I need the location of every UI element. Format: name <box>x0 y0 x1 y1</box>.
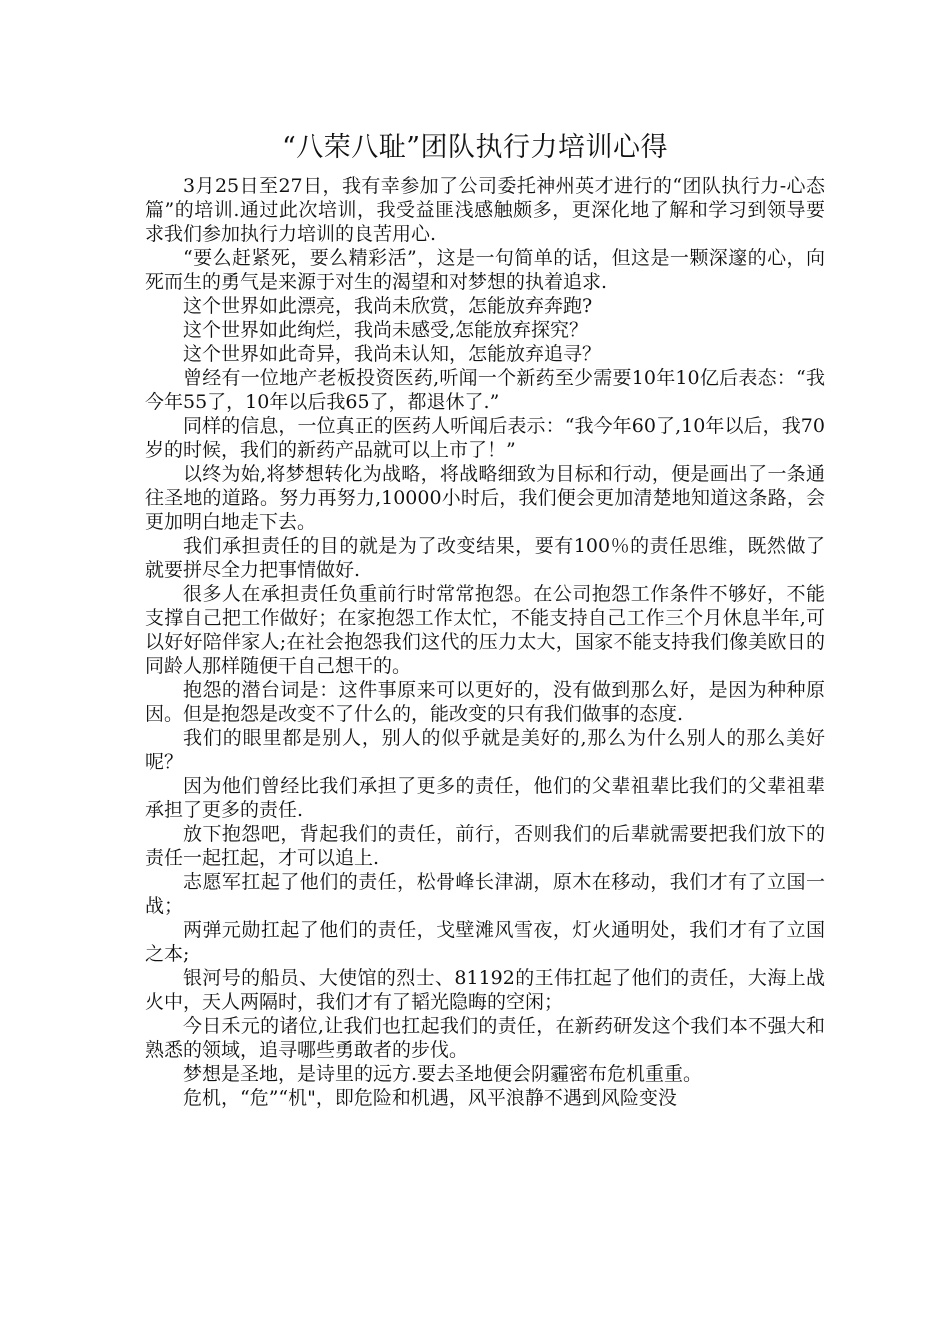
paragraph: 同样的信息，一位真正的医药人听闻后表示：“我今年60了,10年以后，我70岁的时候，我们的新药产品就可以上市了！” <box>145 415 825 461</box>
paragraph: 以终为始,将梦想转化为战略，将战略细致为目标和行动，便是画出了一条通往圣地的道路。努力再努力,10000小时后，我们便会更加清楚地知道这条路，会更加明白地走下去。 <box>145 463 825 533</box>
paragraph: 我们的眼里都是别人，别人的似乎就是美好的,那么为什么别人的那么美好呢？ <box>145 727 825 773</box>
paragraph: 放下抱怨吧，背起我们的责任，前行，否则我们的后辈就需要把我们放下的责任一起扛起，才可以追上. <box>145 823 825 869</box>
paragraph: 因为他们曾经比我们承担了更多的责任，他们的父辈祖辈比我们的父辈祖辈承担了更多的责任. <box>145 775 825 821</box>
paragraph: 梦想是圣地，是诗里的远方.要去圣地便会阴霾密布危机重重。 <box>183 1063 703 1085</box>
paragraph: 今日禾元的诸位,让我们也扛起我们的责任，在新药研发这个我们本不强大和熟悉的领域，追寻哪些勇敢者的步伐。 <box>145 1015 825 1061</box>
paragraph: 3月25日至27日，我有幸参加了公司委托神州英才进行的“团队执行力-心态篇”的培训.通过此次培训，我受益匪浅感触颇多，更深化地了解和学习到领导要求我们参加执行力培训的良苦用心. <box>145 175 825 245</box>
paragraph: 曾经有一位地产老板投资医药,听闻一个新药至少需要10年10亿后表态：“我今年55了，10年以后我65了，都退休了.” <box>145 367 825 413</box>
paragraph: “要么赶紧死，要么精彩活”，这是一句简单的话，但这是一颗深邃的心，向死而生的勇气是来源于对生的渴望和对梦想的执着追求. <box>145 247 825 293</box>
paragraph: 抱怨的潜台词是：这件事原来可以更好的，没有做到那么好，是因为种种原因。但是抱怨是改变不了什么的，能改变的只有我们做事的态度. <box>145 679 825 725</box>
document-body <box>145 174 825 1110</box>
paragraph: 这个世界如此绚烂，我尚未感受,怎能放弃探究？ <box>183 319 589 341</box>
paragraph: 这个世界如此漂亮，我尚未欣赏，怎能放弃奔跑? <box>183 295 593 317</box>
paragraph: 志愿军扛起了他们的责任，松骨峰长津湖，原木在移动，我们才有了立国一战； <box>145 871 825 917</box>
paragraph: 危机，“危”“机"，即危险和机遇，风平浪静不遇到风险变没 <box>183 1087 677 1109</box>
paragraph: 两弹元勋扛起了他们的责任，戈壁滩风雪夜，灯火通明处，我们才有了立国之本; <box>145 919 825 965</box>
paragraph: 我们承担责任的目的就是为了改变结果，要有100％的责任思维，既然做了就要拼尽全力把事情做好. <box>145 535 825 581</box>
paragraph: 这个世界如此奇异，我尚未认知，怎能放弃追寻？ <box>183 343 602 365</box>
document-title: “八荣八耻”团队执行力培训心得 <box>281 132 669 163</box>
paragraph: 很多人在承担责任负重前行时常常抱怨。在公司抱怨工作条件不够好，不能支撑自己把工作做好；在家抱怨工作太忙，不能支持自己工作三个月休息半年,可以好好陪伴家人;在社会抱怨我们这代的压力太大，国家不能支持我们像美欧日的同龄人那样随便干自己想干的。 <box>145 583 825 677</box>
paragraph: 银河号的船员、大使馆的烈士、81192的王伟扛起了他们的责任，大海上战火中，天人两隔时，我们才有了韬光隐晦的空闲； <box>145 967 825 1013</box>
